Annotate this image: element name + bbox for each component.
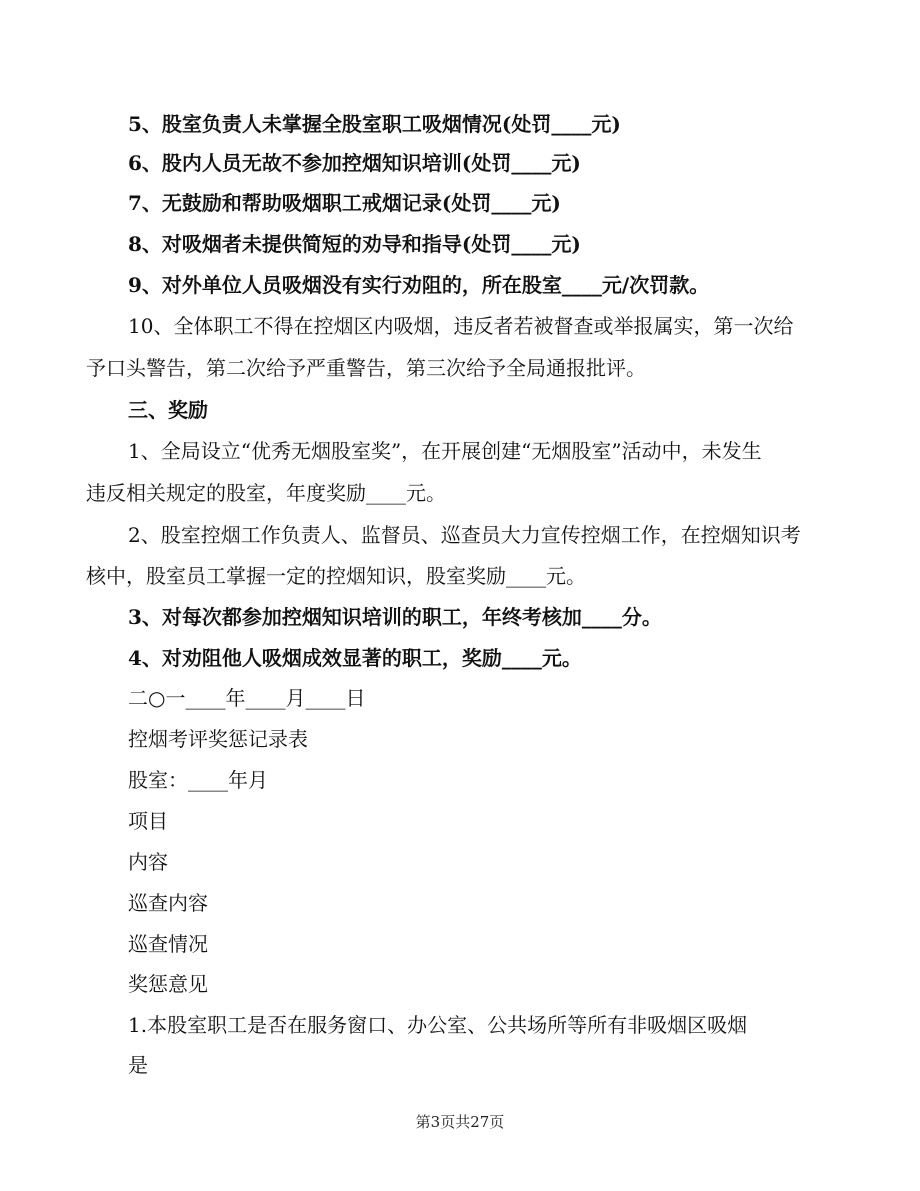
clause-7: 7、无鼓励和帮助吸烟职工戒烟记录(处罚____元) <box>128 191 561 215</box>
reward-3: 3、对每次都参加控烟知识培训的职工，年终考核加____分。 <box>128 605 662 629</box>
reward-1-line-1: 1、全局设立“优秀无烟股室奖”，在开展创建“无烟股室”活动中，未发生 <box>128 439 762 463</box>
column-inspection-content: 巡查内容 <box>128 891 208 915</box>
column-content: 内容 <box>128 850 168 874</box>
reward-1-line-2: 违反相关规定的股室，年度奖励____元。 <box>86 481 446 505</box>
clause-10-line-1: 10、全体职工不得在控烟区内吸烟，违反者若被督查或举报属实，第一次给 <box>128 314 794 338</box>
date-line: 二○一____年____月____日 <box>128 686 366 710</box>
department-line: 股室：____年月 <box>128 768 268 792</box>
clause-6: 6、股内人员无故不参加控烟知识培训(处罚____元) <box>128 151 581 175</box>
clause-10-line-2: 予口头警告，第二次给予严重警告，第三次给予全局通报批评。 <box>86 356 646 380</box>
clause-5: 5、股室负责人未掌握全股室职工吸烟情况(处罚____元) <box>128 112 621 136</box>
table-title: 控烟考评奖惩记录表 <box>128 727 308 751</box>
reward-2-line-2: 核中，股室员工掌握一定的控烟知识，股室奖励____元。 <box>86 564 586 588</box>
reward-2-line-1: 2、股室控烟工作负责人、监督员、巡查员大力宣传控烟工作，在控烟知识考 <box>128 523 801 547</box>
page-number-footer: 第3页共27页 <box>415 1113 505 1131</box>
clause-8: 8、对吸烟者未提供简短的劝导和指导(处罚____元) <box>128 232 581 256</box>
reward-4: 4、对劝阻他人吸烟成效显著的职工，奖励____元。 <box>128 646 582 670</box>
check-item-1: 1.本股室职工是否在服务窗口、办公室、公共场所等所有非吸烟区吸烟 <box>128 1013 748 1037</box>
column-item: 项目 <box>128 809 168 833</box>
column-reward-opinion: 奖惩意见 <box>128 972 208 996</box>
check-item-1-answer: 是 <box>128 1053 148 1077</box>
column-inspection-status: 巡查情况 <box>128 932 208 956</box>
section-heading-rewards: 三、奖励 <box>128 398 208 422</box>
clause-9: 9、对外单位人员吸烟没有实行劝阻的，所在股室____元/次罚款。 <box>128 273 710 297</box>
